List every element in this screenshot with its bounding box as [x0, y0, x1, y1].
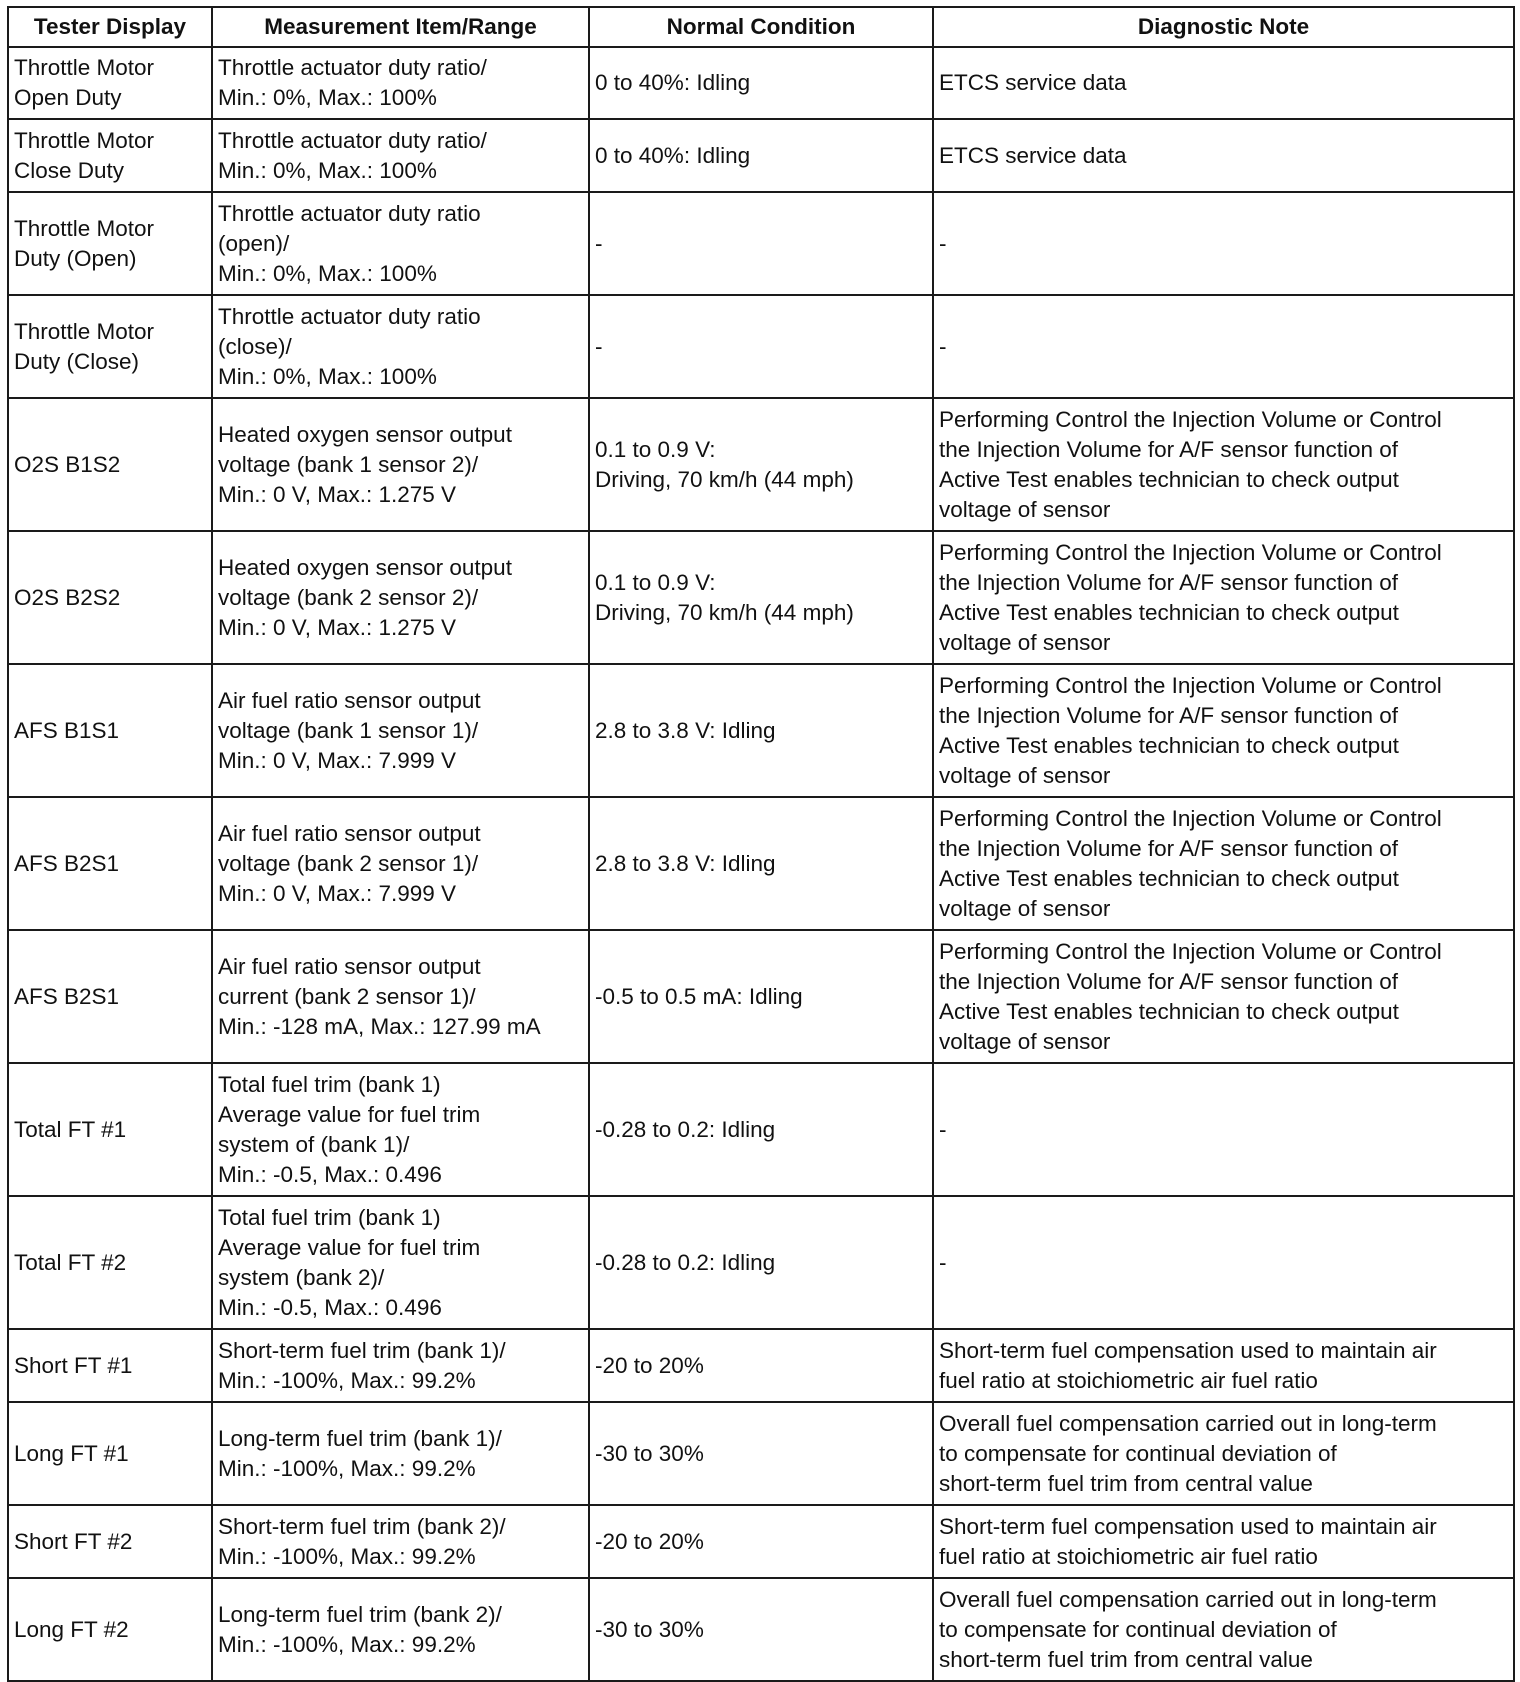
measurement-item-cell: Heated oxygen sensor output voltage (bank 1 sensor 2)/ Min.: 0 V, Max.: 1.275 V [212, 398, 589, 531]
header-tester-display: Tester Display [8, 7, 212, 47]
table-row [8, 664, 1514, 797]
normal-condition-cell: -0.5 to 0.5 mA: Idling [589, 930, 933, 1063]
table-row [8, 531, 1514, 664]
measurement-item-cell: Air fuel ratio sensor output current (bank 2 sensor 1)/ Min.: -128 mA, Max.: 127.99 mA [212, 930, 589, 1063]
tester-display-cell: Throttle Motor Duty (Open) [8, 192, 212, 295]
table-row [8, 192, 1514, 295]
header-measurement-item: Measurement Item/Range [212, 7, 589, 47]
tester-display-cell: Total FT #1 [8, 1063, 212, 1196]
tester-display-cell: Total FT #2 [8, 1196, 212, 1329]
tester-display-cell: Throttle Motor Open Duty [8, 47, 212, 119]
diagnostic-note-cell: Overall fuel compensation carried out in long-term to compensate for continual deviation of short-term fuel trim from central value [933, 1578, 1514, 1681]
header-normal-condition: Normal Condition [589, 7, 933, 47]
table-row [8, 1402, 1514, 1505]
data-list-sheet [7, 6, 1513, 1682]
tester-display-cell: AFS B2S1 [8, 930, 212, 1063]
normal-condition-cell: -0.28 to 0.2: Idling [589, 1063, 933, 1196]
normal-condition-cell: 0 to 40%: Idling [589, 119, 933, 192]
table-row [8, 1578, 1514, 1681]
normal-condition-cell: 0.1 to 0.9 V: Driving, 70 km/h (44 mph) [589, 398, 933, 531]
diagnostic-note-cell: - [933, 192, 1514, 295]
table-header-row [8, 7, 1514, 47]
tester-display-cell: Short FT #2 [8, 1505, 212, 1578]
tester-display-cell: O2S B1S2 [8, 398, 212, 531]
tester-display-cell: Long FT #1 [8, 1402, 212, 1505]
measurement-item-cell: Heated oxygen sensor output voltage (bank 2 sensor 2)/ Min.: 0 V, Max.: 1.275 V [212, 531, 589, 664]
table-row [8, 398, 1514, 531]
normal-condition-cell: 0 to 40%: Idling [589, 47, 933, 119]
measurement-item-cell: Air fuel ratio sensor output voltage (bank 1 sensor 1)/ Min.: 0 V, Max.: 7.999 V [212, 664, 589, 797]
table-row [8, 1063, 1514, 1196]
table-row [8, 797, 1514, 930]
measurement-item-cell: Long-term fuel trim (bank 1)/ Min.: -100%, Max.: 99.2% [212, 1402, 589, 1505]
diagnostic-note-cell: ETCS service data [933, 119, 1514, 192]
normal-condition-cell: 0.1 to 0.9 V: Driving, 70 km/h (44 mph) [589, 531, 933, 664]
normal-condition-cell: -0.28 to 0.2: Idling [589, 1196, 933, 1329]
normal-condition-cell: - [589, 295, 933, 398]
normal-condition-cell: -30 to 30% [589, 1578, 933, 1681]
diagnostic-note-cell: Performing Control the Injection Volume or Control the Injection Volume for A/F sensor function of Active Test enables technician to check output voltage of sensor [933, 398, 1514, 531]
diagnostic-note-cell: - [933, 1063, 1514, 1196]
measurement-item-cell: Air fuel ratio sensor output voltage (bank 2 sensor 1)/ Min.: 0 V, Max.: 7.999 V [212, 797, 589, 930]
normal-condition-cell: 2.8 to 3.8 V: Idling [589, 664, 933, 797]
normal-condition-cell: 2.8 to 3.8 V: Idling [589, 797, 933, 930]
measurement-item-cell: Long-term fuel trim (bank 2)/ Min.: -100%, Max.: 99.2% [212, 1578, 589, 1681]
tester-display-cell: Long FT #2 [8, 1578, 212, 1681]
diagnostic-note-cell: Performing Control the Injection Volume or Control the Injection Volume for A/F sensor function of Active Test enables technician to check output voltage of sensor [933, 797, 1514, 930]
diagnostic-note-cell: Performing Control the Injection Volume or Control the Injection Volume for A/F sensor function of Active Test enables technician to check output voltage of sensor [933, 531, 1514, 664]
diagnostic-note-cell: Performing Control the Injection Volume or Control the Injection Volume for A/F sensor function of Active Test enables technician to check output voltage of sensor [933, 664, 1514, 797]
diagnostic-note-cell: Short-term fuel compensation used to maintain air fuel ratio at stoichiometric air fuel ratio [933, 1505, 1514, 1578]
tester-display-cell: AFS B1S1 [8, 664, 212, 797]
table-row [8, 930, 1514, 1063]
diagnostic-note-cell: Performing Control the Injection Volume or Control the Injection Volume for A/F sensor function of Active Test enables technician to check output voltage of sensor [933, 930, 1514, 1063]
tester-display-cell: O2S B2S2 [8, 531, 212, 664]
tester-display-cell: AFS B2S1 [8, 797, 212, 930]
tester-display-cell: Throttle Motor Close Duty [8, 119, 212, 192]
normal-condition-cell: -20 to 20% [589, 1329, 933, 1402]
table-row [8, 119, 1514, 192]
diagnostic-note-cell: Short-term fuel compensation used to maintain air fuel ratio at stoichiometric air fuel ratio [933, 1329, 1514, 1402]
tester-display-cell: Short FT #1 [8, 1329, 212, 1402]
diagnostic-note-cell: - [933, 295, 1514, 398]
measurement-item-cell: Short-term fuel trim (bank 2)/ Min.: -100%, Max.: 99.2% [212, 1505, 589, 1578]
measurement-item-cell: Throttle actuator duty ratio (close)/ Min.: 0%, Max.: 100% [212, 295, 589, 398]
measurement-item-cell: Short-term fuel trim (bank 1)/ Min.: -100%, Max.: 99.2% [212, 1329, 589, 1402]
normal-condition-cell: -20 to 20% [589, 1505, 933, 1578]
table-row [8, 295, 1514, 398]
measurement-item-cell: Throttle actuator duty ratio/ Min.: 0%, Max.: 100% [212, 119, 589, 192]
measurement-item-cell: Total fuel trim (bank 1) Average value for fuel trim system of (bank 1)/ Min.: -0.5, Max.: 0.496 [212, 1063, 589, 1196]
tester-display-cell: Throttle Motor Duty (Close) [8, 295, 212, 398]
data-list-table [7, 6, 1515, 1682]
measurement-item-cell: Total fuel trim (bank 1) Average value for fuel trim system (bank 2)/ Min.: -0.5, Max.: 0.496 [212, 1196, 589, 1329]
normal-condition-cell: -30 to 30% [589, 1402, 933, 1505]
diagnostic-note-cell: Overall fuel compensation carried out in long-term to compensate for continual deviation of short-term fuel trim from central value [933, 1402, 1514, 1505]
diagnostic-note-cell: - [933, 1196, 1514, 1329]
table-row [8, 1196, 1514, 1329]
normal-condition-cell: - [589, 192, 933, 295]
diagnostic-note-cell: ETCS service data [933, 47, 1514, 119]
header-diagnostic-note: Diagnostic Note [933, 7, 1514, 47]
table-row [8, 1505, 1514, 1578]
table-row [8, 1329, 1514, 1402]
table-row [8, 47, 1514, 119]
measurement-item-cell: Throttle actuator duty ratio (open)/ Min.: 0%, Max.: 100% [212, 192, 589, 295]
measurement-item-cell: Throttle actuator duty ratio/ Min.: 0%, Max.: 100% [212, 47, 589, 119]
